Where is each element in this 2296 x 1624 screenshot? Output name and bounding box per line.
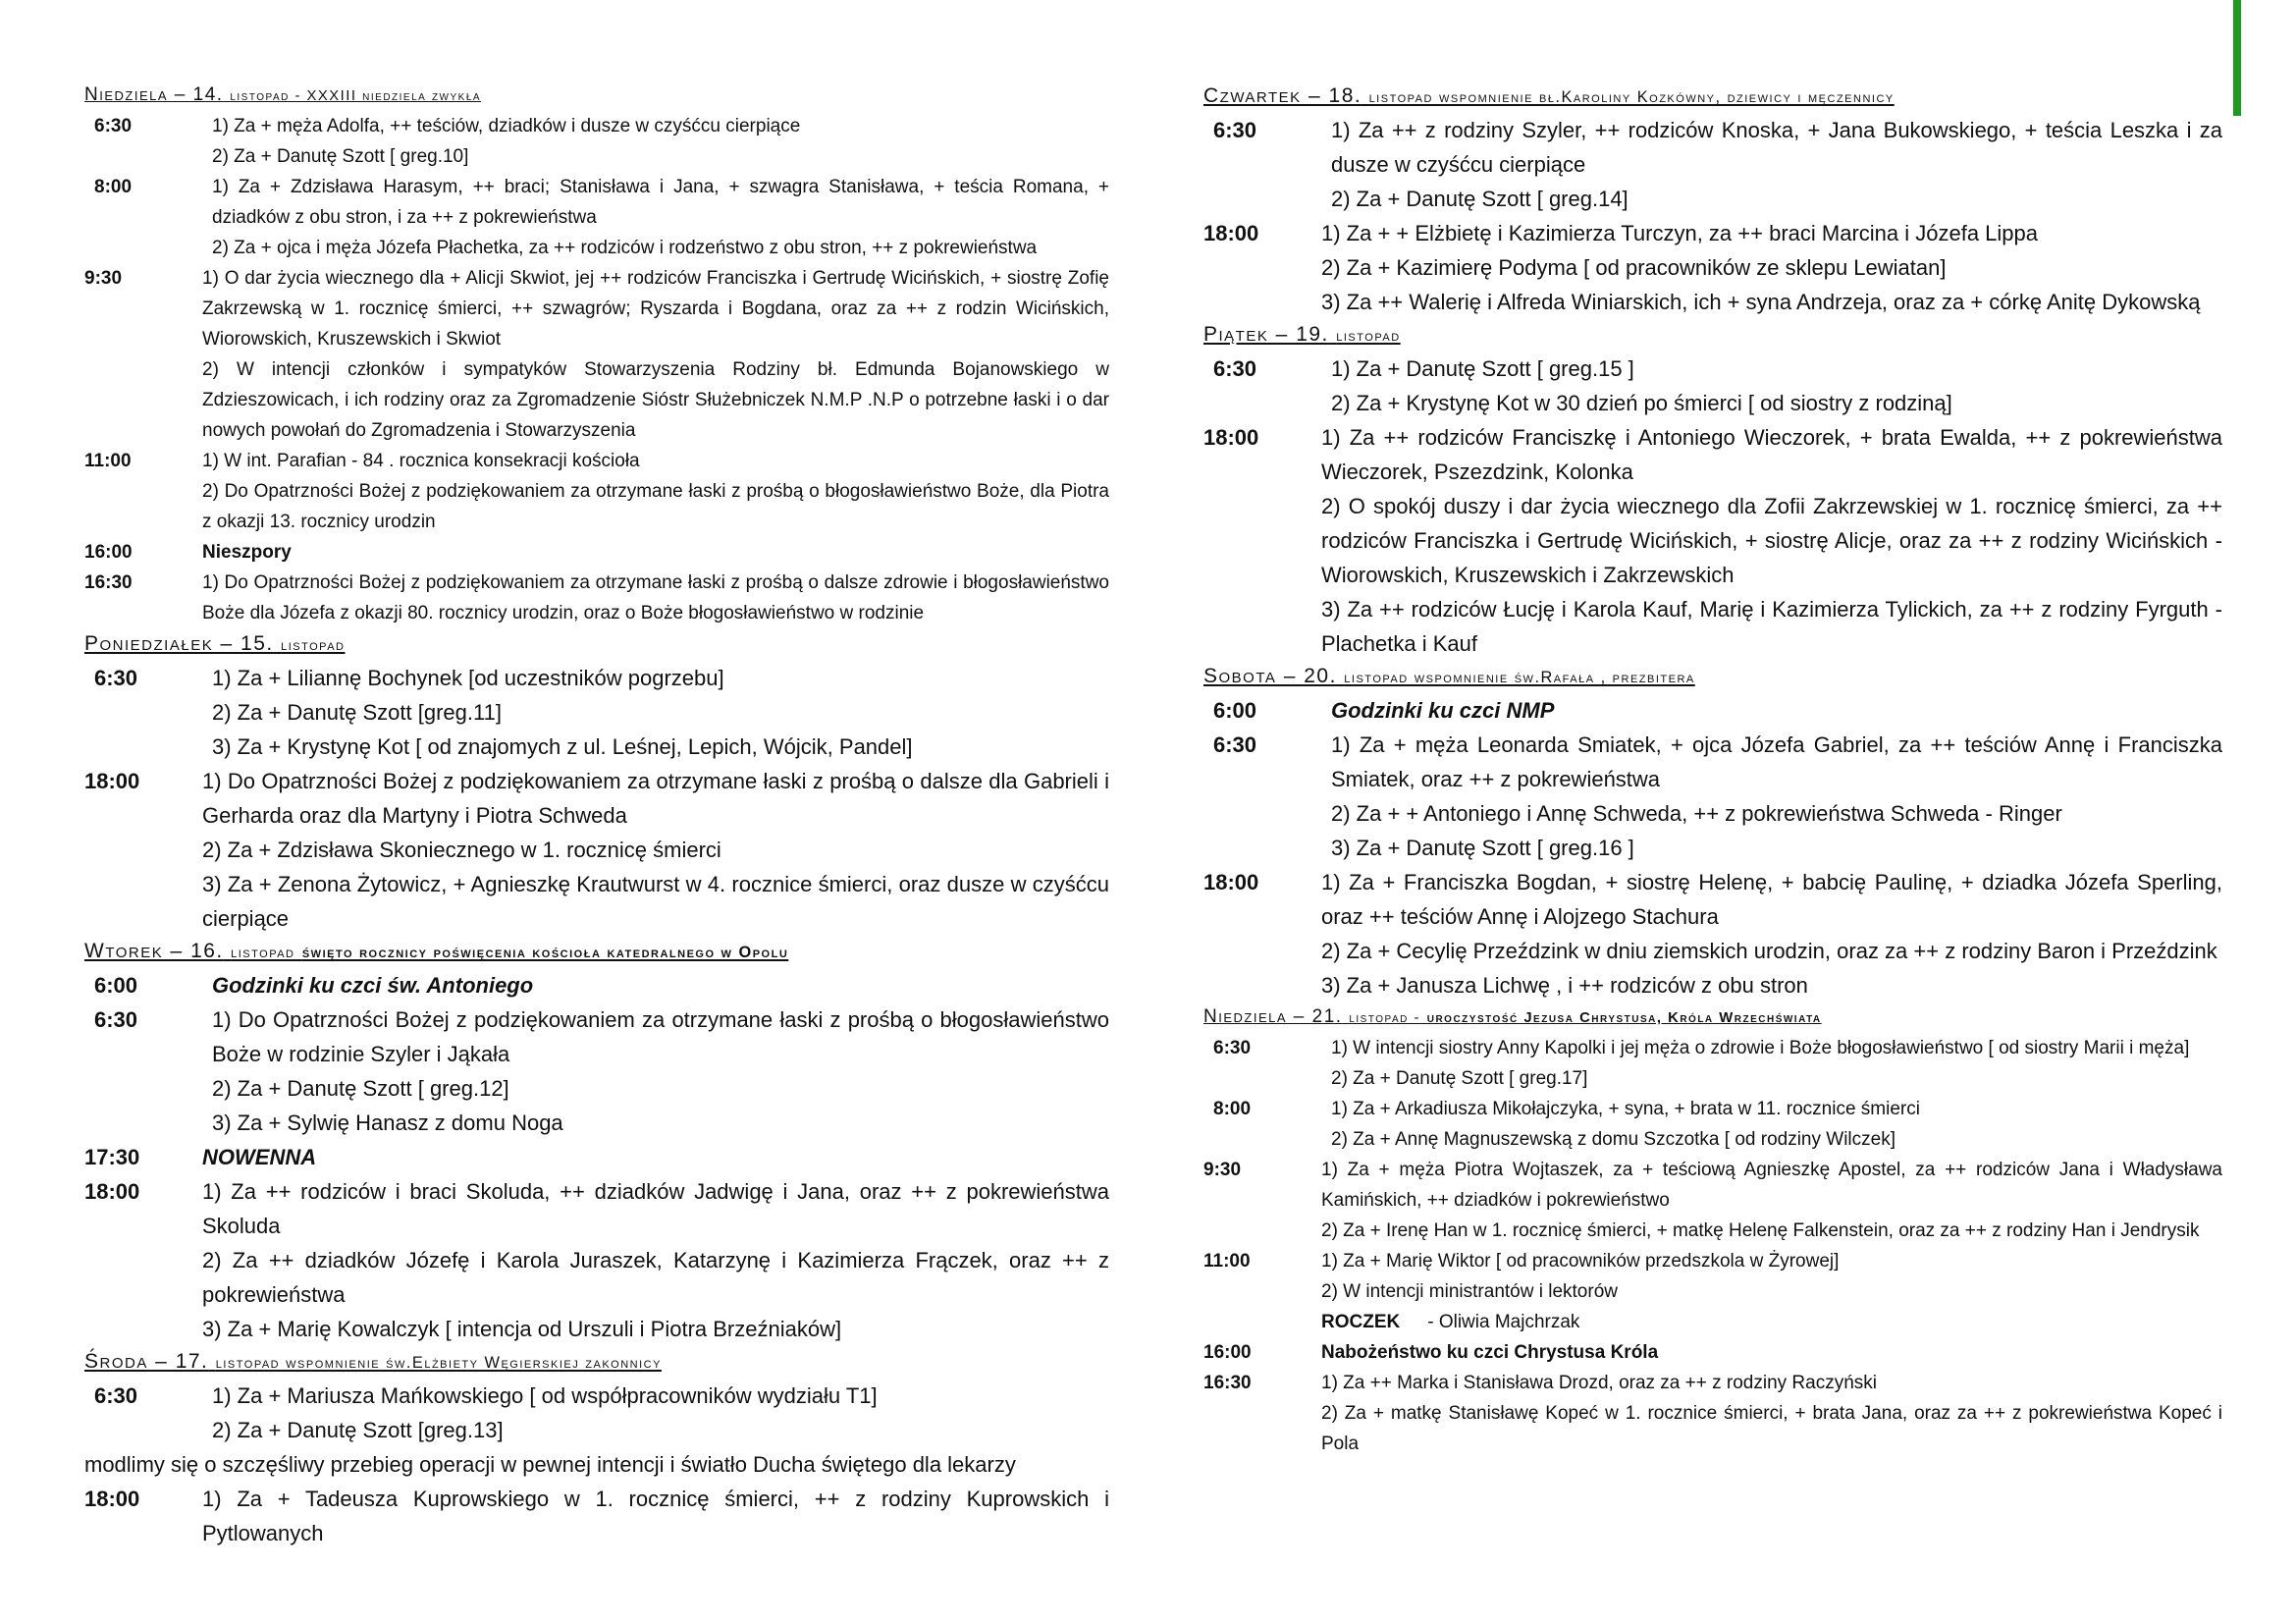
mass-time: 9:30 <box>84 268 123 289</box>
day-header <box>1203 1002 2222 1033</box>
intention-text: 1) Za + Marię Wiktor [ od pracowników przedszkola w Żyrowej] <box>1321 1251 1840 1272</box>
intention-text: 1) Do Opatrzności Bożej z podziękowaniem za otrzymane łaski z prośbą o dalsze zdrowie i błogosławieństwo Boże dla Józefa z okazji 80. rocznicy urodzin, oraz o Boże błogosławieństwo w rodzinie <box>202 572 1109 623</box>
intention-text: 2) Za + Krystynę Kot w 30 dzień po śmierci [ od siostry z rodziną] <box>1331 391 1952 415</box>
day-header <box>84 81 1109 111</box>
intention-text: 3) Za + Janusza Lichwę , i ++ rodziców z obu stron <box>1321 973 1808 998</box>
intention-text: 2) Za + Annę Magnuszewską z domu Szczotka [ od rodziny Wilczek] <box>1331 1129 1896 1150</box>
intention-text: 2) Za + Danutę Szott [ greg.17] <box>1331 1068 1588 1089</box>
mass-row <box>1203 1337 2222 1368</box>
day-feast: święto rocznicy poświęcenia kościoła katedralnego w Opolu <box>301 944 789 961</box>
mass-row <box>1203 352 2222 420</box>
mass-row <box>84 1002 1109 1140</box>
day-subtitle: listopad <box>231 944 295 961</box>
mass-time: 6:30 <box>1213 1038 1252 1058</box>
intention-text: 3) Za ++ rodziców Łucję i Karola Kauf, Marię i Kazimierza Tylickich, za ++ z rodziny Fyrguth - Plachetka i Kauf <box>1321 597 2222 656</box>
prayer-note: modlimy się o szczęśliwy przebieg operacji w pewnej intencji i światło Ducha świętego dla lekarzy <box>84 1452 1016 1477</box>
mass-intentions <box>1321 865 2222 1002</box>
intention-text: 2) Do Opatrzności Bożej z podziękowaniem za otrzymane łaski z prośbą o błogosławieństwo Boże, dla Piotra z okazji 13. rocznicy urodzin <box>202 481 1109 532</box>
mass-row <box>84 172 1109 263</box>
mass-time: 16:30 <box>1203 1373 1252 1393</box>
intention-text: Nabożeństwo ku czci Chrystusa Króla <box>1321 1342 1659 1363</box>
intention-text: Godzinki ku czci NMP <box>1331 698 1555 723</box>
day-title: Sobota – 20. <box>1203 665 1337 687</box>
intention-text: 3) Za + Krystynę Kot [ od znajomych z ul. Leśnej, Lepich, Wójcik, Pandel] <box>212 734 913 759</box>
mass-intentions <box>212 172 1109 263</box>
intention-text: 1) Za + męża Adolfa, ++ teściów, dziadków i dusze w czyśćcu cierpiące <box>212 116 801 136</box>
mass-intentions <box>1331 1033 2222 1094</box>
anniversary-line <box>1321 1307 2222 1337</box>
mass-intentions <box>1321 1246 2222 1337</box>
right-column <box>1203 81 2222 1459</box>
mass-row <box>84 1482 1109 1550</box>
intention-text: 2) W intencji ministrantów i lektorów <box>1321 1281 1618 1302</box>
intention-text: 1) Do Opatrzności Bożej z podziękowaniem za otrzymane łaski z prośbą o błogosławieństwo Boże w rodzinie Szyler i Jąkała <box>212 1007 1109 1066</box>
mass-intentions <box>202 1482 1109 1550</box>
intention-text: 1) Za + Zdzisława Harasym, ++ braci; Stanisława i Jana, + szwagra Stanisława, + teścia Romana, + dziadków z obu stron, i za ++ z pokrewieństwa <box>212 177 1109 228</box>
intention-text: 2) W intencji członków i sympatyków Stowarzyszenia Rodziny bł. Edmunda Bojanowskiego w Zdzieszowicach, i ich rodziny oraz za Zgromadzenie Sióstr Służebniczek N.M.P .N.P o potrzebne łaski i o dar nowych powołań do Zgromadzenia i Stowarzyszenia <box>202 359 1109 441</box>
intention-text: 1) W intencji siostry Anny Kapolki i jej męża o zdrowie i Boże błogosławieństwo [ od siostry Marii i męża] <box>1331 1038 2190 1058</box>
mass-time: 6:30 <box>94 666 138 690</box>
anniversary-text: - Oliwia Majchrzak <box>1427 1312 1580 1332</box>
mass-time: 6:00 <box>94 973 138 998</box>
mass-row <box>1203 693 2222 728</box>
mass-row <box>84 568 1109 628</box>
anniversary-label: ROCZEK <box>1321 1312 1401 1332</box>
intention-text: 2) Za + Zdzisława Skoniecznego w 1. rocznicę śmierci <box>202 838 721 862</box>
intention-text: 1) Za ++ rodziców i braci Skoluda, ++ dziadków Jadwigę i Jana, oraz ++ z pokrewieństwa Skoluda <box>202 1179 1109 1238</box>
day-subtitle: listopad <box>281 636 346 654</box>
mass-intentions <box>202 263 1109 446</box>
intention-text: 2) Za + Cecylię Przeździnk w dniu ziemskich urodzin, oraz za ++ z rodziny Baron i Przeździnk <box>1321 939 2217 963</box>
mass-row <box>1203 216 2222 319</box>
day-title: Niedziela – 14. <box>84 84 224 105</box>
day-feast: uroczystość Jezusa Chrystusa, Króla Wrzechświata <box>1426 1010 1822 1026</box>
mass-row <box>84 263 1109 446</box>
mass-time: 6:30 <box>1213 356 1257 381</box>
day-section <box>84 628 1109 936</box>
mass-intentions <box>202 764 1109 936</box>
mass-intentions <box>1331 113 2222 216</box>
green-accent-bar <box>2233 0 2241 116</box>
intention-text: 1) Za + męża Piotra Wojtaszek, za + teściową Agnieszkę Apostel, za ++ rodziców Jana i Władysława Kamińskich, ++ dziadków i pokrewieństwo <box>1321 1160 2222 1211</box>
intention-text: 1) Za ++ z rodziny Szyler, ++ rodziców Knoska, + Jana Bukowskiego, + teścia Leszka i za dusze w czyśćcu cierpiące <box>1331 118 2222 177</box>
mass-row <box>1203 1368 2222 1459</box>
mass-intentions <box>1331 1094 2222 1155</box>
intention-text: NOWENNA <box>202 1145 317 1169</box>
mass-time: 6:30 <box>94 1007 138 1032</box>
intention-text: 2) Za ++ dziadków Józefę i Karola Juraszek, Katarzynę i Kazimierza Frączek, oraz ++ z pokrewieństwa <box>202 1248 1109 1307</box>
mass-time: 18:00 <box>84 1487 140 1511</box>
intention-text: 1) Za + Tadeusza Kuprowskiego w 1. rocznicę śmierci, ++ z rodziny Kuprowskich i Pytlowanych <box>202 1487 1109 1545</box>
mass-row <box>84 446 1109 537</box>
intention-text: 3) Za + Danutę Szott [ greg.16 ] <box>1331 836 1634 860</box>
intention-text: 2) Za + Danutę Szott [greg.11] <box>212 700 502 725</box>
mass-intentions <box>1331 728 2222 865</box>
day-section <box>1203 319 2222 661</box>
mass-intentions <box>1321 216 2222 319</box>
mass-intentions <box>202 537 1109 568</box>
mass-intentions <box>212 661 1109 764</box>
mass-intentions <box>1321 1155 2222 1246</box>
day-section <box>1203 661 2222 1002</box>
mass-intentions <box>202 446 1109 537</box>
mass-intentions <box>202 568 1109 628</box>
mass-row <box>1203 1246 2222 1337</box>
mass-time: 6:30 <box>94 116 133 136</box>
intention-text: 2) Za + + Antoniego i Annę Schweda, ++ z pokrewieństwa Schweda - Ringer <box>1331 801 2062 826</box>
mass-row <box>1203 1155 2222 1246</box>
mass-time: 6:30 <box>1213 118 1257 142</box>
mass-row <box>84 1379 1109 1447</box>
day-title: Niedziela – 21. <box>1203 1006 1343 1027</box>
left-column <box>84 81 1109 1550</box>
mass-time: 18:00 <box>1203 870 1259 894</box>
day-title: Piątek – 19. <box>1203 323 1329 346</box>
intention-text: 2) Za + Kazimierę Podyma [ od pracowników ze sklepu Lewiatan] <box>1321 255 1947 280</box>
mass-intentions <box>202 1140 1109 1174</box>
mass-time: 18:00 <box>1203 425 1259 450</box>
mass-intentions <box>1321 1368 2222 1459</box>
intention-text: 1) W int. Parafian - 84 . rocznica konsekracji kościoła <box>202 451 640 471</box>
intention-text: 1) Do Opatrzności Bożej z podziękowaniem za otrzymane łaski z prośbą o dalsze dla Gabrieli i Gerharda oraz dla Martyny i Piotra Schweda <box>202 769 1109 828</box>
mass-intentions <box>212 968 1109 1002</box>
intention-text: 2) Za + Danutę Szott [ greg.14] <box>1331 187 1629 211</box>
mass-row <box>1203 1094 2222 1155</box>
mass-row <box>1203 113 2222 216</box>
mass-time: 8:00 <box>1213 1099 1252 1119</box>
intention-text: 1) Za + Mariusza Mańkowskiego [ od współpracowników wydziału T1] <box>212 1383 878 1408</box>
mass-row <box>1203 1033 2222 1094</box>
day-header <box>84 1346 1109 1379</box>
mass-intentions <box>212 1002 1109 1140</box>
day-title: Czwartek – 18. <box>1203 84 1362 107</box>
mass-time: 6:30 <box>1213 732 1257 757</box>
day-section <box>84 1346 1109 1550</box>
intention-text: 1) Za ++ rodziców Franciszkę i Antoniego Wieczorek, + brata Ewalda, ++ z pokrewieństwa Wieczorek, Pszezdzink, Kolonka <box>1321 425 2222 484</box>
day-subtitle: listopad wspomnienie św.Elżbiety Węgierskiej zakonnicy <box>215 1354 662 1372</box>
mass-time: 9:30 <box>1203 1160 1242 1180</box>
mass-row <box>84 1140 1109 1174</box>
mass-time: 6:30 <box>94 1383 138 1408</box>
mass-time: 16:30 <box>84 572 133 593</box>
intention-text: 3) Za + Sylwię Hanasz z domu Noga <box>212 1110 563 1135</box>
mass-time: 16:00 <box>84 542 133 563</box>
mass-row <box>84 1174 1109 1346</box>
intention-text: Nieszpory <box>202 542 292 563</box>
mass-time: 16:00 <box>1203 1342 1252 1363</box>
intention-text: 2) Za + Irenę Han w 1. rocznicę śmierci, + matkę Helenę Falkenstein, oraz za ++ z rodziny Han i Jendrysik <box>1321 1220 2200 1241</box>
intention-text: 1) O dar życia wiecznego dla + Alicji Skwiot, jej ++ rodziców Franciszka i Gertrudę Wicińskich, + siostrę Zofię Zakrzewską w 1. rocznicę śmierci, ++ szwagrów; Ryszarda i Bogdana, oraz za ++ z rodzin Wicińskich, Wiorowskich, Kruszewskich i Skwiot <box>202 268 1109 350</box>
mass-row <box>1203 728 2222 865</box>
intention-text: 1) Za + + Elżbietę i Kazimierza Turczyn, za ++ braci Marcina i Józefa Lippa <box>1321 221 2038 245</box>
day-header <box>1203 661 2222 693</box>
intention-text: 2) Za + Danutę Szott [ greg.10] <box>212 146 469 167</box>
day-subtitle: listopad wspomnienie św.Rafała , prezbitera <box>1344 669 1695 686</box>
intention-text: 2) Za + matkę Stanisławę Kopeć w 1. rocznice śmierci, + brata Jana, oraz za ++ z pokrewieństwa Kopeć i Pola <box>1321 1403 2222 1454</box>
intention-text: 1) Za + Liliannę Bochynek [od uczestników pogrzebu] <box>212 666 724 690</box>
mass-time: 8:00 <box>94 177 133 197</box>
mass-row <box>84 764 1109 936</box>
mass-intentions <box>1331 352 2222 420</box>
intention-text: 2) Za + ojca i męża Józefa Płachetka, za ++ rodziców i rodzeństwo z obu stron, ++ z pokrewieństwa <box>212 238 1038 258</box>
intention-text: 3) Za + Marię Kowalczyk [ intencja od Urszuli i Piotra Brzeźniaków] <box>202 1317 842 1341</box>
mass-intentions <box>1331 693 2222 728</box>
day-title: Poniedziałek – 15. <box>84 632 274 655</box>
day-section <box>1203 1002 2222 1459</box>
intention-text: 2) Za + Danutę Szott [ greg.12] <box>212 1076 509 1101</box>
mass-intentions <box>1321 1337 2222 1368</box>
intention-text: 1) Za + Danutę Szott [ greg.15 ] <box>1331 356 1634 381</box>
mass-time: 18:00 <box>1203 221 1259 245</box>
mass-intentions <box>202 1174 1109 1346</box>
mass-row <box>1203 865 2222 1002</box>
day-subtitle: listopad - <box>1349 1010 1420 1026</box>
intention-text: 2) Za + Danutę Szott [greg.13] <box>212 1418 504 1442</box>
intention-text: 1) Za + Arkadiusza Mikołajczyka, + syna, + brata w 11. rocznice śmierci <box>1331 1099 1920 1119</box>
mass-intentions <box>212 111 1109 172</box>
intention-text: 1) Za + Franciszka Bogdan, + siostrę Helenę, + babcię Paulinę, + dziadka Józefa Sperling, oraz ++ teściów Annę i Alojzego Stachura <box>1321 870 2222 929</box>
intention-text: 3) Za ++ Walerię i Alfreda Winiarskich, ich + syna Andrzeja, oraz za + córkę Anitę Dykowską <box>1321 290 2201 314</box>
intention-text: 1) Za + męża Leonarda Smiatek, + ojca Józefa Gabriel, za ++ teściów Annę i Franciszka Smiatek, oraz ++ z pokrewieństwa <box>1331 732 2222 791</box>
day-header <box>84 628 1109 661</box>
mass-time: 11:00 <box>84 451 132 471</box>
mass-time: 18:00 <box>84 1179 140 1204</box>
mass-row <box>84 661 1109 764</box>
mass-time: 6:00 <box>1213 698 1257 723</box>
day-section <box>84 936 1109 1346</box>
day-title: Wtorek – 16. <box>84 940 224 962</box>
mass-row <box>84 537 1109 568</box>
intention-text: 3) Za + Zenona Żytowicz, + Agnieszkę Krautwurst w 4. rocznice śmierci, oraz dusze w czyśćcu cierpiące <box>202 872 1109 931</box>
day-header <box>1203 81 2222 113</box>
mass-intentions <box>1321 420 2222 661</box>
mass-row <box>84 111 1109 172</box>
day-header <box>84 936 1109 968</box>
mass-row <box>84 968 1109 1002</box>
mass-row <box>1203 420 2222 661</box>
day-section <box>84 81 1109 628</box>
mass-intentions <box>212 1379 1109 1447</box>
intention-text: 2) O spokój duszy i dar życia wiecznego dla Zofii Zakrzewskiej w 1. rocznicę śmierci, za ++ rodziców Franciszka i Gertrudę Wicińskich, + siostrę Alicje, oraz za ++ z rodziny Wicińskich - Wiorowskich, Kruszewskich i Zakrzewskich <box>1321 494 2222 587</box>
intention-text: 1) Za ++ Marka i Stanisława Drozd, oraz za ++ z rodziny Raczyński <box>1321 1373 1878 1393</box>
intention-text: Godzinki ku czci św. Antoniego <box>212 973 534 998</box>
mass-time: 17:30 <box>84 1145 140 1169</box>
day-subtitle: listopad wspomnienie bł.Karoliny Kozkówny, dziewicy i męczennicy <box>1368 88 1895 106</box>
day-title: Środa – 17. <box>84 1350 209 1373</box>
day-subtitle: listopad - XXXIII niedziela zwykła <box>230 88 482 104</box>
mass-time: 18:00 <box>84 769 140 793</box>
day-header <box>1203 319 2222 352</box>
mass-time: 11:00 <box>1203 1251 1251 1272</box>
day-section <box>1203 81 2222 319</box>
day-subtitle: listopad <box>1336 327 1401 345</box>
